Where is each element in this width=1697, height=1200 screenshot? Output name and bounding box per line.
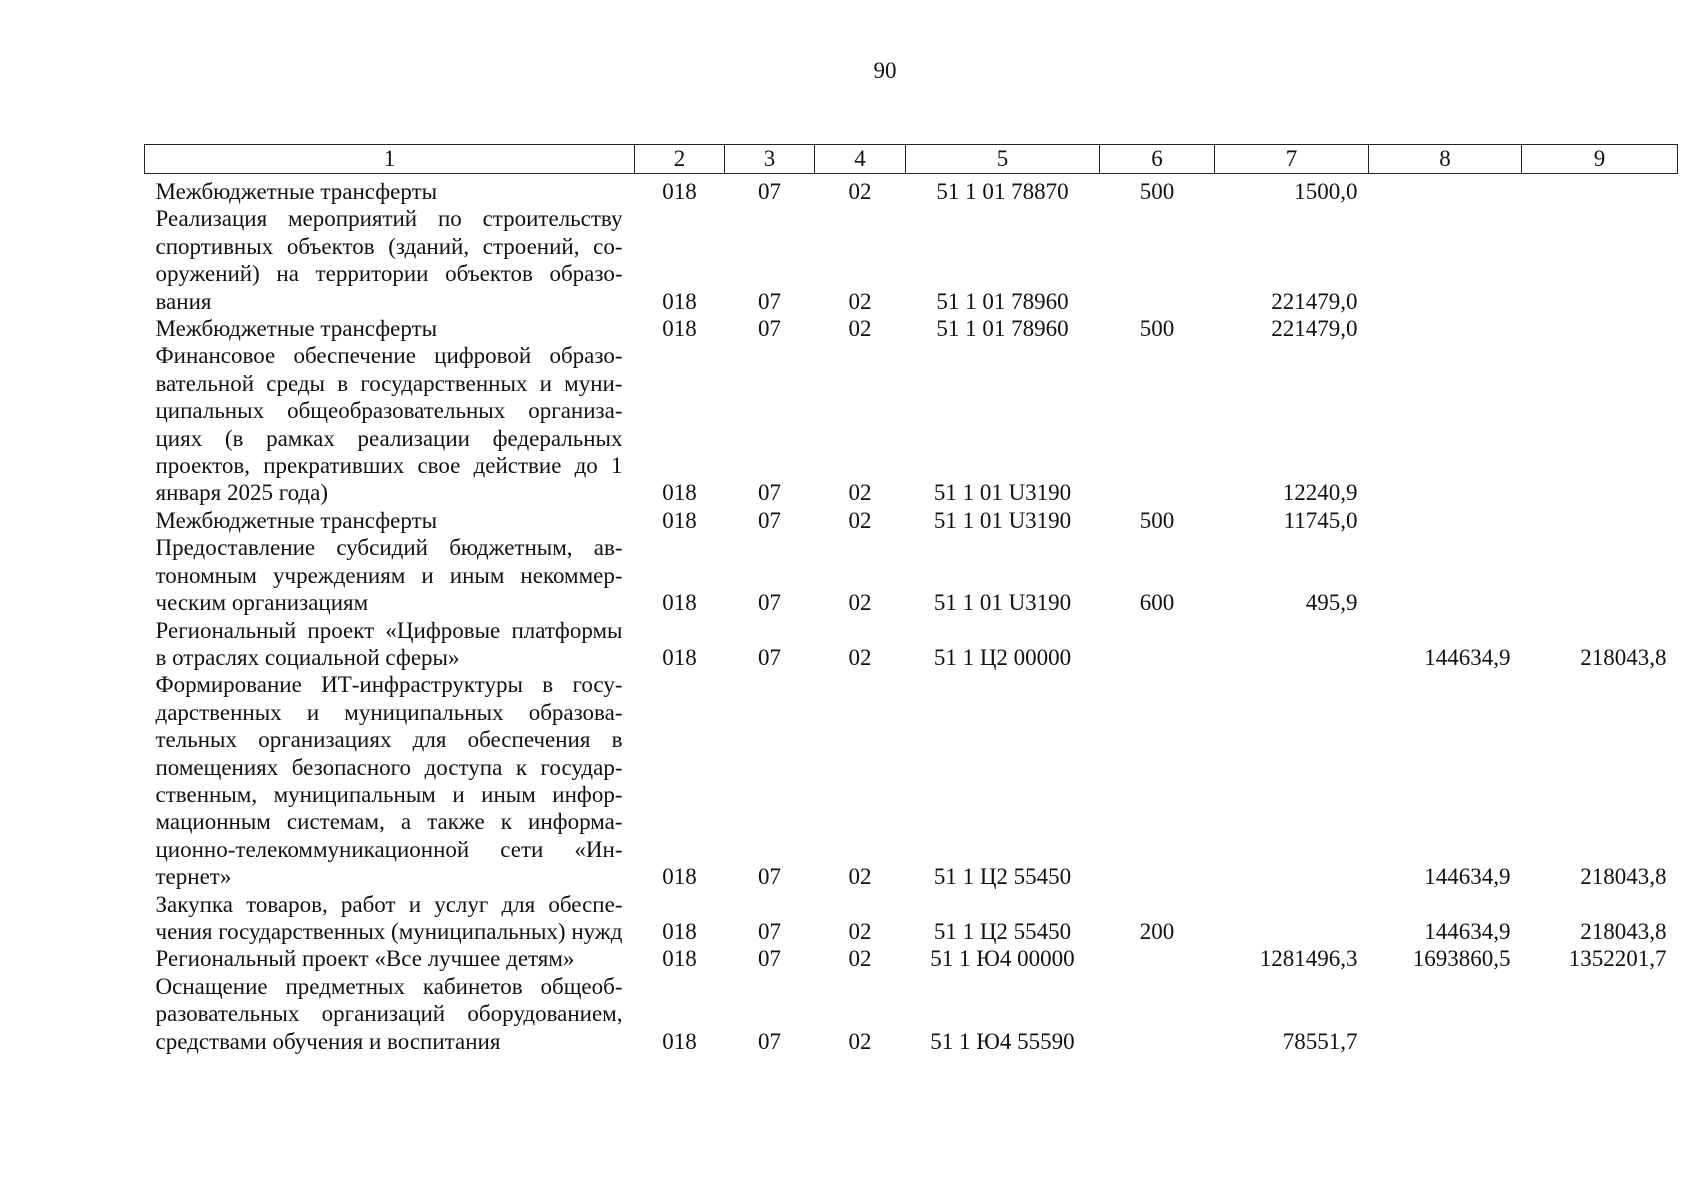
table-row xyxy=(145,945,1678,972)
table-row xyxy=(145,617,1678,672)
amount-col9 xyxy=(1522,534,1678,616)
section-code: 07 xyxy=(758,590,781,616)
amount-col7: 1281496,3 xyxy=(1259,946,1358,972)
expense-type: 600 xyxy=(1139,590,1175,616)
page-number: 90 xyxy=(873,58,897,83)
amount-col7 xyxy=(1215,891,1369,946)
table-row xyxy=(145,534,1678,616)
amount-col8 xyxy=(1369,534,1522,616)
target-article: 51 1 01 78960 xyxy=(936,288,1069,314)
expense-type xyxy=(1100,671,1215,890)
table-row xyxy=(145,315,1678,342)
target-article: 51 1 Ц2 55450 xyxy=(933,864,1072,890)
target-article: 51 1 01 U3190 xyxy=(933,507,1072,533)
table-row xyxy=(145,973,1678,1055)
header-cell: 1 xyxy=(145,145,635,174)
section-code: 07 xyxy=(758,864,781,890)
header-cell: 9 xyxy=(1522,145,1678,174)
ved-code: 018 xyxy=(662,918,697,944)
subsection-code: 02 xyxy=(848,316,872,342)
amount-col7: 495,9 xyxy=(1305,590,1358,616)
target-article: 51 1 Ю4 55590 xyxy=(930,1028,1075,1054)
header-cell: 5 xyxy=(906,145,1100,174)
header-cell: 6 xyxy=(1100,145,1215,174)
target-article: 51 1 01 78960 xyxy=(936,316,1069,342)
expense-type xyxy=(1100,973,1215,1055)
row-name: Межбюджетные трансферты xyxy=(155,507,438,533)
amount-col8 xyxy=(1369,315,1522,342)
amount-col9: 218043,8 xyxy=(1580,864,1667,890)
section-code: 07 xyxy=(758,644,781,670)
amount-col8 xyxy=(1369,205,1522,315)
amount-col9 xyxy=(1522,315,1678,342)
row-name: Межбюджетные трансферты xyxy=(155,316,438,342)
amount-col8: 144634,9 xyxy=(1424,644,1511,670)
expense-type: 500 xyxy=(1139,316,1175,342)
budget-table xyxy=(144,144,1678,1055)
header-cell: 7 xyxy=(1215,145,1369,174)
amount-col9 xyxy=(1522,507,1678,534)
ved-code: 018 xyxy=(662,316,697,342)
row-name: Региональный проект «Цифровые платформы в отраслях социальной сферы» xyxy=(155,617,623,670)
section-code: 07 xyxy=(758,1028,781,1054)
section-code: 07 xyxy=(758,288,781,314)
row-name: Закупка товаров, работ и услуг для обеспечения государственных (муниципальных) нужд xyxy=(155,891,623,944)
subsection-code: 02 xyxy=(848,480,872,506)
row-name: Формирование ИТ-инфраструктуры в государственных и муниципальных образовательных организациях для обеспечения в помещениях безопасного доступа к государственным, муниципальным и иным информационным системам, а также к информационно-телекоммуникационной сети «Интернет» xyxy=(155,672,623,890)
amount-col7 xyxy=(1215,671,1369,890)
amount-col8 xyxy=(1369,174,1522,206)
amount-col8 xyxy=(1369,507,1522,534)
expense-type xyxy=(1100,205,1215,315)
subsection-code: 02 xyxy=(848,1028,872,1054)
section-code: 07 xyxy=(758,918,781,944)
header-row xyxy=(145,145,1678,174)
amount-col8: 1693860,5 xyxy=(1412,946,1511,972)
row-name: Межбюджетные трансферты xyxy=(155,179,438,204)
amount-col8 xyxy=(1369,342,1522,506)
expense-type: 200 xyxy=(1139,918,1175,944)
amount-col8: 144634,9 xyxy=(1424,918,1511,944)
amount-col9 xyxy=(1522,205,1678,315)
subsection-code: 02 xyxy=(848,590,872,616)
section-code: 07 xyxy=(758,480,781,506)
amount-col9 xyxy=(1522,342,1678,506)
target-article: 51 1 Ц2 00000 xyxy=(933,644,1072,670)
amount-col9: 1352201,7 xyxy=(1568,946,1667,972)
amount-col9: 218043,8 xyxy=(1580,918,1667,944)
expense-type xyxy=(1100,945,1215,972)
row-name: Оснащение предметных кабинетов общеобразовательных организаций оборудованием, средствами обучения и воспитания xyxy=(155,973,623,1054)
target-article: 51 1 Ц2 55450 xyxy=(933,918,1072,944)
expense-type xyxy=(1100,342,1215,506)
amount-col7: 1500,0 xyxy=(1294,179,1358,204)
ved-code: 018 xyxy=(662,179,697,204)
section-code: 07 xyxy=(758,316,781,342)
header-cell: 8 xyxy=(1369,145,1522,174)
table-body xyxy=(145,174,1678,1056)
ved-code: 018 xyxy=(662,480,697,506)
amount-col9 xyxy=(1522,973,1678,1055)
amount-col7 xyxy=(1215,617,1369,672)
subsection-code: 02 xyxy=(848,864,872,890)
expense-type xyxy=(1100,617,1215,672)
subsection-code: 02 xyxy=(848,644,872,670)
table-row xyxy=(145,205,1678,315)
table-row xyxy=(145,671,1678,890)
table-row xyxy=(145,342,1678,506)
ved-code: 018 xyxy=(662,507,697,533)
row-name: Региональный проект «Все лучшее детям» xyxy=(155,946,575,972)
amount-col7: 11745,0 xyxy=(1283,507,1358,533)
amount-col8: 144634,9 xyxy=(1424,864,1511,890)
ved-code: 018 xyxy=(662,590,697,616)
expense-type: 500 xyxy=(1139,179,1175,204)
ved-code: 018 xyxy=(662,1028,697,1054)
ved-code: 018 xyxy=(662,946,697,972)
subsection-code: 02 xyxy=(848,179,872,204)
ved-code: 018 xyxy=(662,288,697,314)
section-code: 07 xyxy=(758,507,781,533)
table-row xyxy=(145,507,1678,534)
subsection-code: 02 xyxy=(848,918,872,944)
amount-col7: 221479,0 xyxy=(1271,316,1358,342)
subsection-code: 02 xyxy=(848,507,872,533)
header-cell: 4 xyxy=(815,145,906,174)
target-article: 51 1 01 U3190 xyxy=(933,480,1072,506)
section-code: 07 xyxy=(758,946,781,972)
section-code: 07 xyxy=(758,179,781,204)
subsection-code: 02 xyxy=(848,946,872,972)
amount-col9: 218043,8 xyxy=(1580,644,1667,670)
header-cell: 3 xyxy=(725,145,815,174)
table-row xyxy=(145,891,1678,946)
amount-col7: 221479,0 xyxy=(1271,288,1358,314)
row-name: Реализация мероприятий по строительству спортивных объектов (зданий, строений, сооружений) на территории объектов образования xyxy=(155,206,623,314)
subsection-code: 02 xyxy=(848,288,872,314)
target-article: 51 1 Ю4 00000 xyxy=(930,946,1075,972)
target-article: 51 1 01 78870 xyxy=(936,179,1069,204)
amount-col7: 12240,9 xyxy=(1282,480,1358,506)
ved-code: 018 xyxy=(662,644,697,670)
amount-col9 xyxy=(1522,174,1678,206)
target-article: 51 1 01 U3190 xyxy=(933,590,1072,616)
header-cell: 2 xyxy=(635,145,725,174)
ved-code: 018 xyxy=(662,864,697,890)
table-row xyxy=(145,174,1678,206)
amount-col8 xyxy=(1369,973,1522,1055)
expense-type: 500 xyxy=(1139,507,1175,533)
row-name: Финансовое обеспечение цифровой образовательной среды в государственных и муниципальных общеобразовательных организациях (в рамках реализации федеральных проектов, прекративших свое действие до 1 января 2025 года) xyxy=(155,343,623,506)
row-name: Предоставление субсидий бюджетным, автономным учреждениям и иным некоммерческим организациям xyxy=(155,535,623,616)
amount-col7: 78551,7 xyxy=(1282,1028,1358,1054)
